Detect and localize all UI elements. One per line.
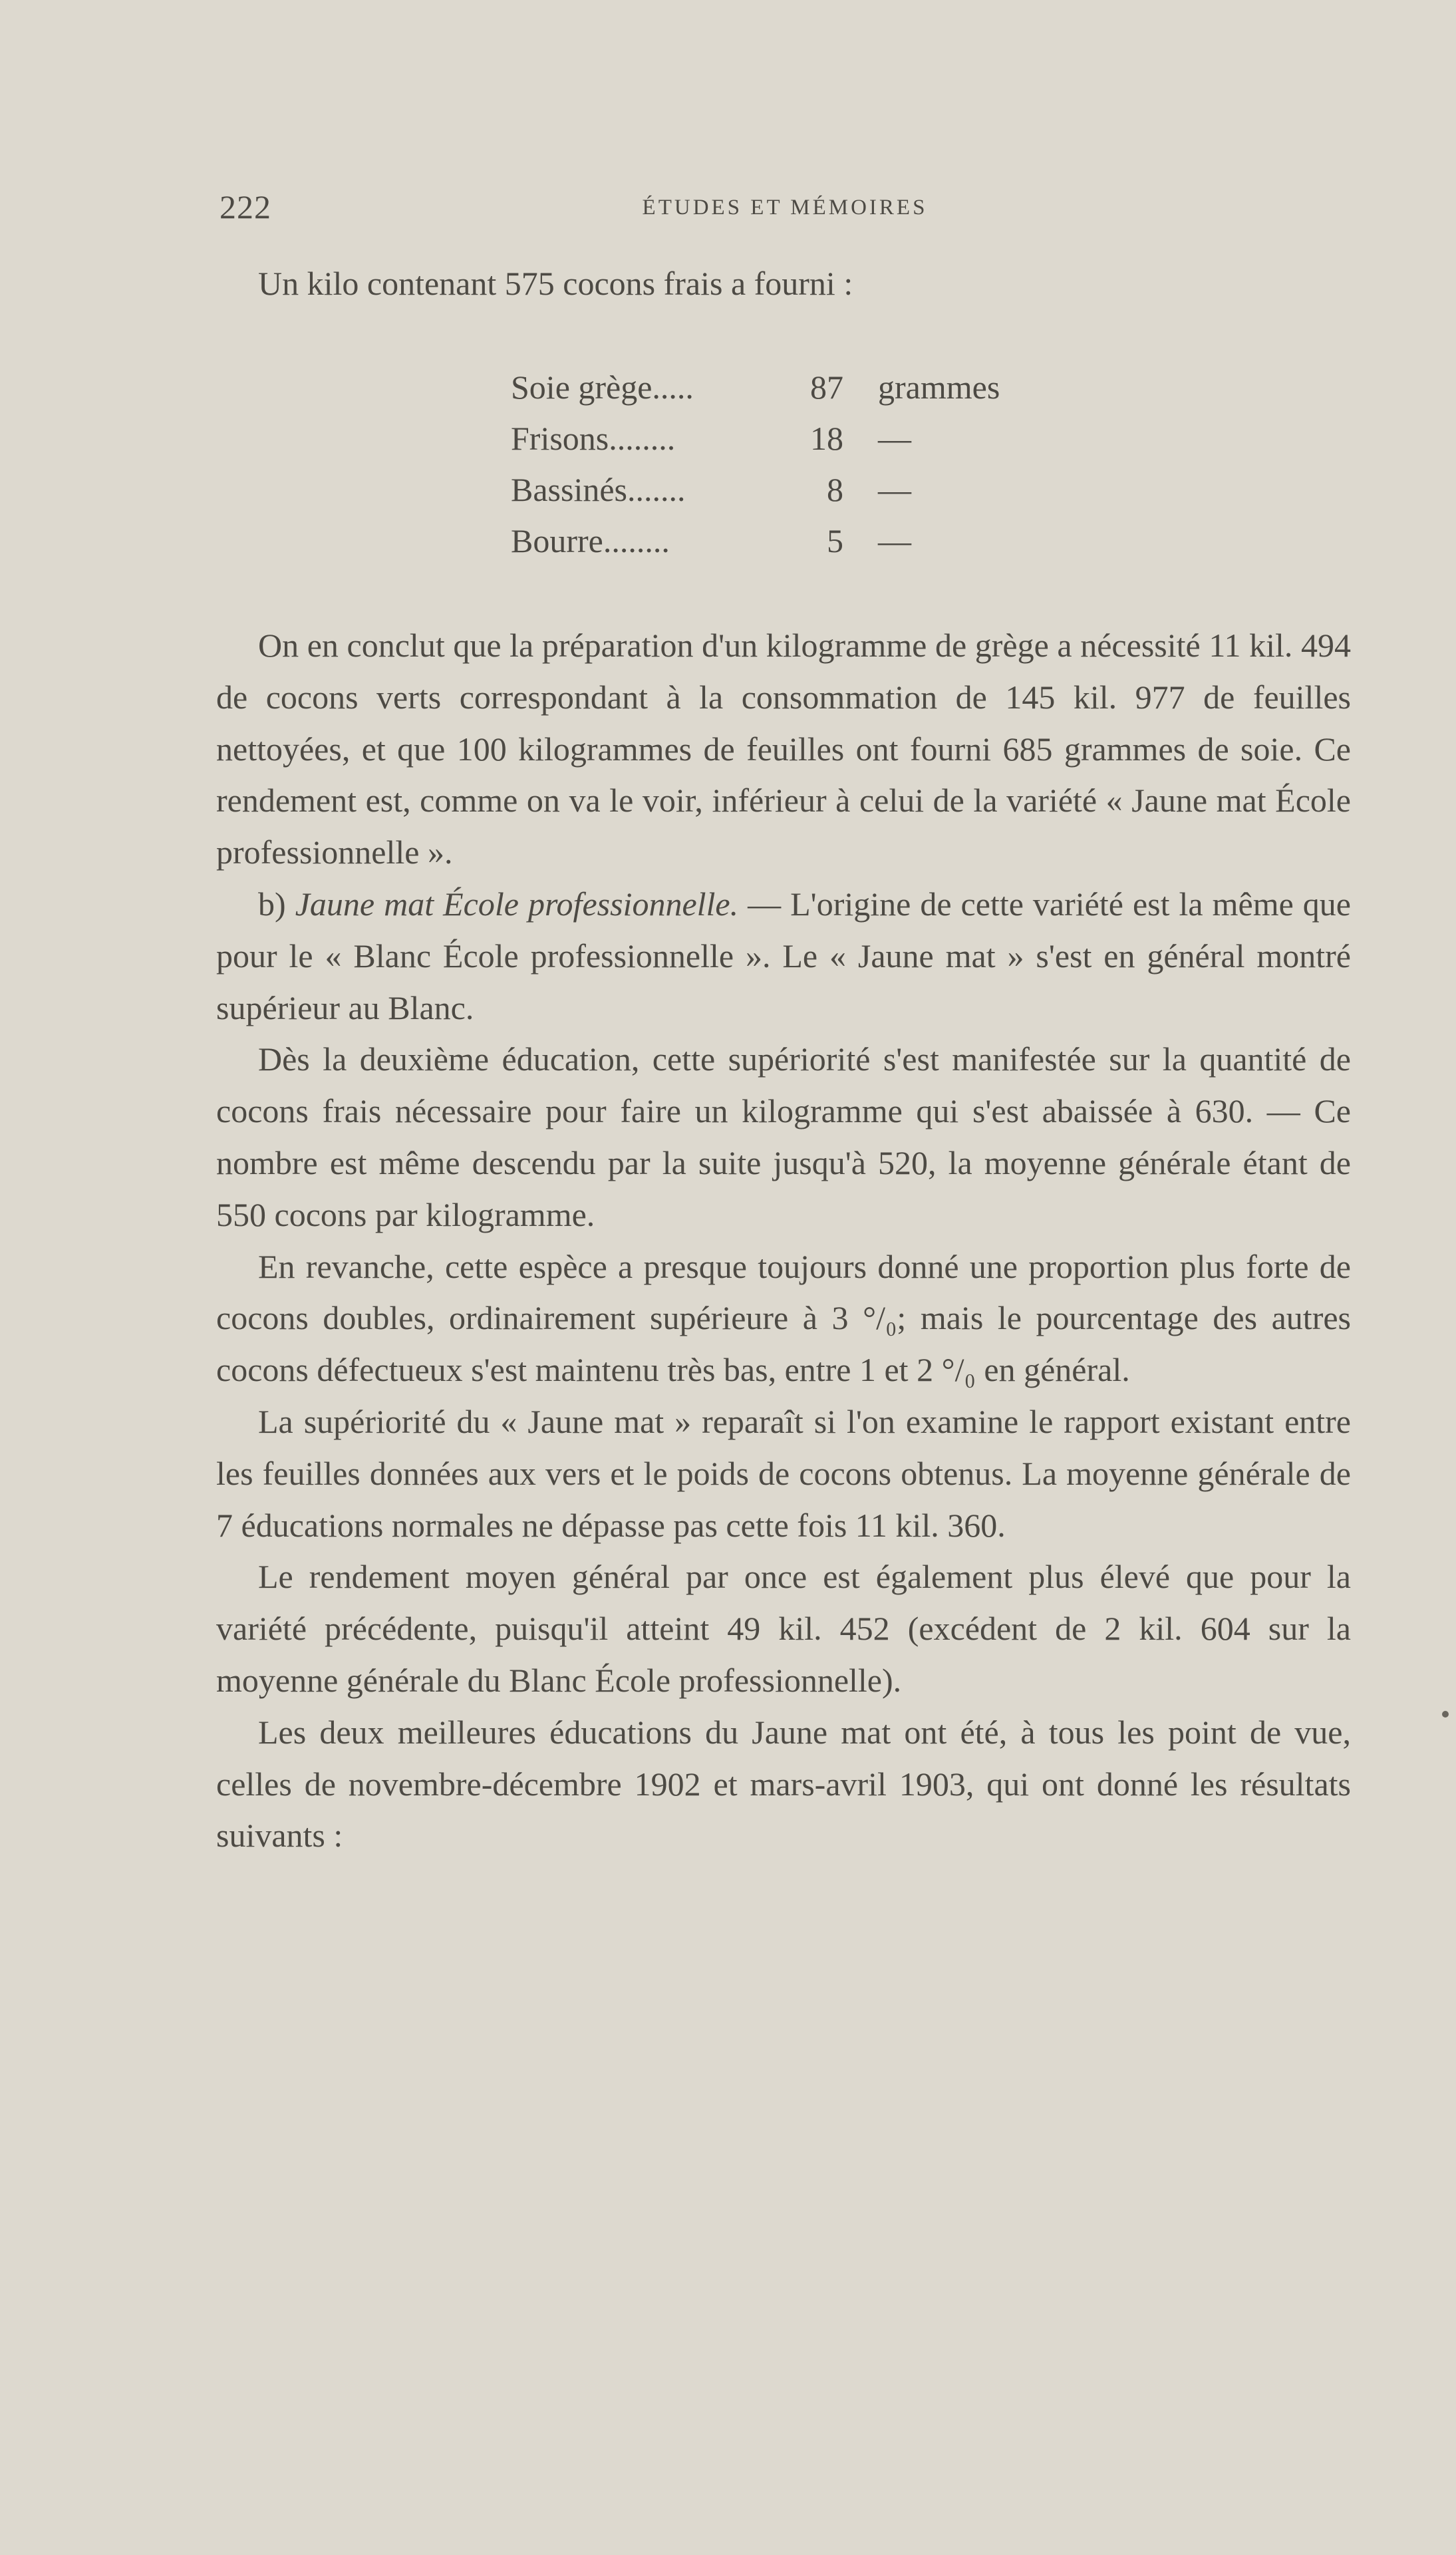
paragraph: La supériorité du « Jaune mat » reparaît si l'on examine le rapport existant entre les feuilles données aux vers et le poids de cocons obtenus. La moyenne générale de 7 éducations normales ne dépasse pas cette fois 11 kil. 360. (216, 1402, 1351, 1544)
paragraph: Dès la deuxième éducation, cette supériorité s'est manifestée sur la quantité de cocons frais nécessaire pour faire un kilogramme qui s'est abaissée à 630. — Ce nombre est même descendu par la suite jusqu'à 520, la moyenne générale étant de 550 cocons par kilogramme. (216, 1040, 1351, 1233)
paragraph: En revanche, cette espèce a presque toujours donné une proportion plus forte de cocons doubles, ordinairement supérieure à 3 °/₀; mais le pourcentage des autres cocons défectueux s'est maintenu très bas, entre 1 et 2 °/₀ en général. (216, 1247, 1351, 1389)
paragraph: On en conclut que la préparation d'un kilogramme de grège a nécessité 11 kil. 494 de cocons verts correspondant à la consommation de 145 kil. 977 de feuilles nettoyées, et que 100 kilogrammes de feuilles ont fourni 685 grammes de soie. Ce rendement est, comme on va le voir, inférieur à celui de la variété « Jaune mat École professionnelle ». (216, 627, 1351, 871)
composition-row (511, 464, 1109, 516)
section-marker: b) (258, 885, 286, 923)
composition-table (511, 362, 1109, 567)
composition-unit: — (878, 420, 911, 457)
ink-speck (1442, 1711, 1449, 1718)
section-text: — L'origine de cette variété est la même que pour le « Blanc École professionnelle ». Le « Jaune mat » s'est en général montré supérieur au Blanc. (216, 885, 1351, 1026)
composition-row (511, 516, 1109, 567)
composition-unit: — (878, 471, 911, 508)
running-title: ÉTUDES ET MÉMOIRES (642, 196, 928, 220)
composition-row (511, 362, 1109, 413)
composition-label: Soie grège..... (511, 369, 694, 406)
body-text (216, 620, 1351, 1862)
composition-label: Bassinés....... (511, 471, 686, 508)
composition-label: Frisons........ (511, 420, 676, 457)
composition-label: Bourre........ (511, 522, 670, 559)
page-header (219, 188, 1350, 227)
composition-row (511, 413, 1109, 464)
composition-value: 87 (810, 369, 843, 406)
section-heading: Jaune mat École professionnelle. (295, 885, 739, 923)
page-number: 222 (219, 188, 271, 225)
composition-value: 5 (827, 522, 843, 559)
section-b-paragraph (216, 879, 1351, 1034)
paragraph: Les deux meilleures éducations du Jaune mat ont été, à tous les point de vue, celles de novembre-décembre 1902 et mars-avril 1903, qui ont donné les résultats suivants : (216, 1713, 1351, 1855)
composition-unit: — (878, 522, 911, 559)
composition-unit: grammes (878, 369, 1000, 406)
paragraph: Le rendement moyen général par once est également plus élevé que pour la variété précédente, puisqu'il atteint 49 kil. 452 (excédent de 2 kil. 604 sur la moyenne générale du Blanc École professionnelle). (216, 1558, 1351, 1699)
intro-line: Un kilo contenant 575 cocons frais a fourni : (258, 265, 853, 302)
composition-value: 8 (827, 471, 843, 508)
composition-value: 18 (810, 420, 843, 457)
